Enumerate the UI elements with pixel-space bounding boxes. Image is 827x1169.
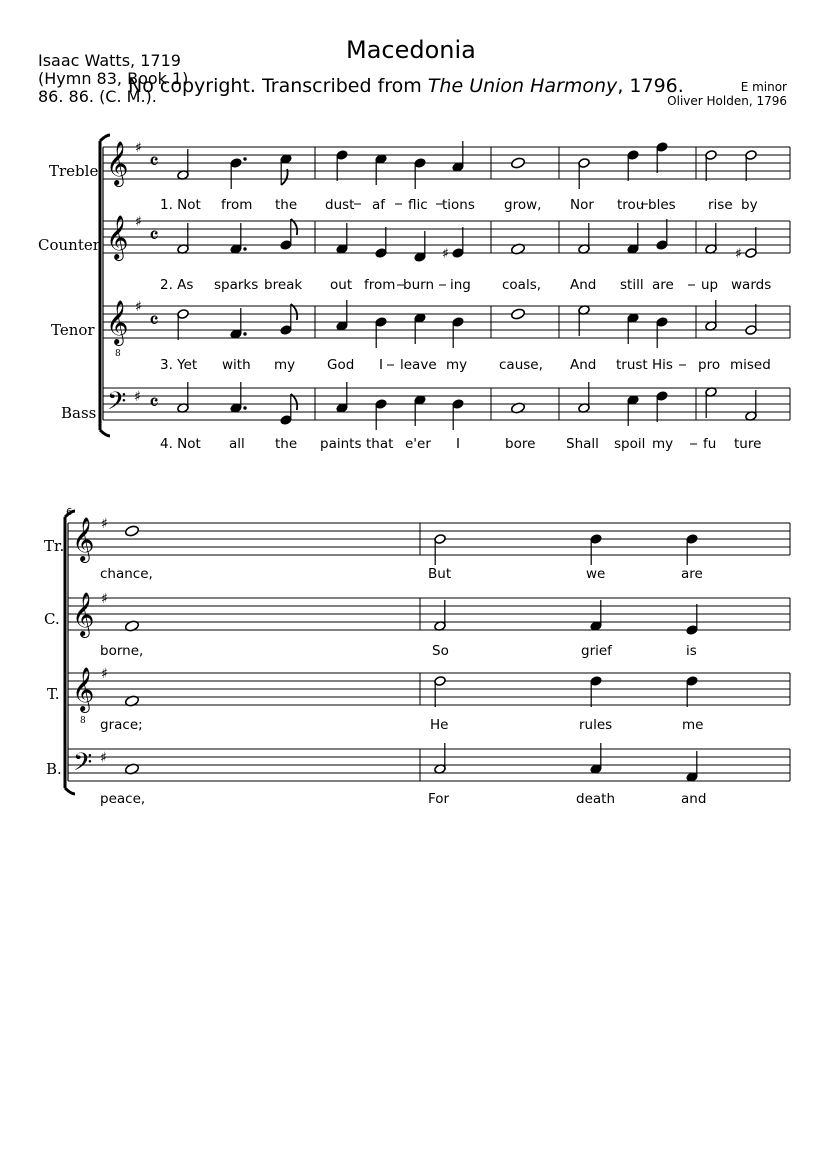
lyric-syllable: cause, — [499, 357, 543, 373]
lyric-syllable: ing — [450, 277, 471, 293]
note — [434, 676, 446, 687]
note — [705, 387, 717, 398]
note-flag — [291, 394, 297, 410]
lyric-syllable: the — [275, 197, 298, 213]
lyric-syllable: rules — [579, 717, 613, 733]
lyric-syllable: borne, — [100, 643, 144, 659]
lyric-syllable: is — [686, 643, 697, 659]
note — [745, 325, 757, 336]
note — [124, 620, 139, 632]
note — [414, 158, 426, 169]
note — [686, 625, 698, 636]
poet-line-1: Isaac Watts, 1719 — [38, 51, 181, 70]
note — [452, 399, 464, 410]
sharp-sign: ♯ — [101, 666, 108, 682]
lyric-syllable: And — [570, 357, 597, 373]
lyric-syllable: flic — [408, 197, 428, 213]
augmentation-dot — [243, 332, 246, 335]
note — [590, 621, 602, 632]
lyric-syllable: af — [372, 197, 386, 213]
bass-clef-icon: 𝄢 — [107, 387, 127, 422]
sharp-sign: ♯ — [101, 591, 108, 607]
lyric-syllable: sparks — [214, 277, 259, 293]
note — [627, 244, 639, 255]
lyric-syllable: rise — [708, 197, 733, 213]
lyric-syllable: He — [430, 717, 449, 733]
common-time-icon: 𝄴 — [149, 309, 159, 334]
note — [745, 150, 757, 161]
note — [686, 676, 698, 687]
note — [686, 534, 698, 545]
note — [656, 240, 668, 251]
sharp-sign: ♯ — [100, 750, 107, 766]
note — [745, 411, 757, 422]
note — [590, 676, 602, 687]
lyric-syllable: But — [428, 566, 452, 582]
sharp-sign: ♯ — [135, 299, 142, 315]
lyric-syllable: that — [366, 436, 394, 452]
lyric-syllable: the — [275, 436, 298, 452]
lyric-syllable: coals, — [502, 277, 542, 293]
instrument-tenor: Tenor — [51, 321, 95, 339]
instrument-tenor-short: T. — [47, 685, 60, 703]
lyric-syllable: For — [428, 791, 450, 807]
note-flag — [281, 169, 287, 185]
lyric-syllable: leave — [400, 357, 437, 373]
lyric-syllable: my — [274, 357, 296, 373]
lyric-syllable: out — [330, 277, 353, 293]
note — [336, 321, 348, 332]
augmentation-dot — [243, 247, 246, 250]
note — [280, 154, 292, 165]
note — [177, 244, 189, 255]
note — [177, 403, 189, 414]
lyric-syllable: His — [652, 357, 673, 373]
note — [177, 170, 189, 181]
sharp-sign: ♯ — [135, 214, 142, 230]
instrument-bass-short: B. — [46, 760, 62, 778]
note — [745, 248, 757, 259]
note — [230, 244, 242, 255]
lyric-syllable: all — [229, 436, 245, 452]
lyric-syllable: from — [221, 197, 253, 213]
lyric-syllable: from — [364, 277, 396, 293]
note — [705, 244, 717, 255]
note — [510, 243, 525, 255]
treble-clef-icon: 𝄞 — [72, 592, 95, 636]
lyric-syllable: paints — [320, 436, 362, 452]
lyric-syllable: fu — [703, 436, 717, 452]
lyric-syllable: me — [682, 717, 704, 733]
lyric-syllable: 1. Not — [160, 197, 201, 213]
lyric-syllable: I — [379, 357, 383, 373]
note — [124, 763, 139, 775]
lyric-syllable: bore — [505, 436, 536, 452]
note — [510, 308, 525, 320]
note — [627, 150, 639, 161]
copyright-line — [128, 75, 684, 97]
octave-marker: 8 — [115, 349, 121, 359]
note — [414, 313, 426, 324]
note — [375, 154, 387, 165]
lyric-syllable: still — [620, 277, 644, 293]
lyric-syllable: burn — [403, 277, 434, 293]
treble-clef-icon: 𝄞 — [106, 300, 129, 344]
copyright-suffix: , 1796. — [617, 75, 684, 97]
lyric-syllable: God — [327, 357, 355, 373]
instrument-treble: Treble — [49, 162, 99, 180]
common-time-icon: 𝄴 — [149, 224, 159, 249]
lyric-syllable: up — [701, 277, 719, 293]
lyric-syllable: e'er — [405, 436, 431, 452]
lyric-syllable: Shall — [566, 436, 599, 452]
note — [578, 403, 590, 414]
note — [434, 534, 446, 545]
instrument-counter: Counter — [38, 236, 100, 254]
lyric-syllable: my — [446, 357, 468, 373]
lyric-syllable: with — [222, 357, 251, 373]
sharp-sign: ♯ — [101, 516, 108, 532]
lyric-syllable: ture — [734, 436, 762, 452]
note — [434, 621, 446, 632]
note — [375, 317, 387, 328]
lyric-syllable: by — [741, 197, 758, 213]
sharp-sign: ♯ — [135, 140, 142, 156]
note — [656, 391, 668, 402]
lyric-syllable: So — [432, 643, 449, 659]
lyric-syllable: mised — [730, 357, 771, 373]
note — [124, 695, 139, 707]
instrument-counter-short: C. — [44, 610, 60, 628]
treble-clef-icon: 𝄞 — [106, 141, 129, 185]
note — [336, 403, 348, 414]
lyric-syllable: grace; — [100, 717, 143, 733]
lyric-syllable: wards — [731, 277, 772, 293]
treble-clef-icon: 𝄞 — [72, 517, 95, 561]
instrument-bass: Bass — [61, 404, 97, 422]
lyric-syllable: And — [570, 277, 597, 293]
note — [578, 244, 590, 255]
note — [510, 157, 525, 169]
treble-clef-icon: 𝄞 — [72, 667, 95, 711]
instrument-treble-short: Tr. — [44, 537, 65, 555]
lyric-syllable: pro — [698, 357, 721, 373]
note — [177, 309, 189, 320]
measure-number: 6 — [66, 507, 73, 518]
note — [590, 534, 602, 545]
sharp-sign: ♯ — [735, 246, 742, 262]
note — [280, 325, 292, 336]
note — [434, 764, 446, 775]
key-label: E minor — [740, 80, 787, 94]
lyric-syllable: tions — [442, 197, 475, 213]
lyric-syllable: my — [652, 436, 674, 452]
note — [336, 244, 348, 255]
note — [578, 158, 590, 169]
lyric-syllable: peace, — [100, 791, 146, 807]
copyright-prefix: No copyright. Transcribed from — [128, 75, 428, 97]
note — [280, 240, 292, 251]
poet-line-2: (Hymn 83, Book 1) — [38, 69, 189, 88]
note — [656, 317, 668, 328]
lyric-syllable: 4. Not — [160, 436, 201, 452]
lyric-syllable: we — [586, 566, 606, 582]
lyric-syllable: Nor — [570, 197, 594, 213]
lyric-syllable: death — [576, 791, 615, 807]
augmentation-dot — [243, 157, 246, 160]
lyric-syllable: 2. As — [160, 277, 194, 293]
note — [578, 305, 590, 316]
note — [375, 399, 387, 410]
lyric-syllable: break — [264, 277, 303, 293]
note — [686, 772, 698, 783]
lyric-syllable: are — [681, 566, 703, 582]
treble-clef-icon: 𝄞 — [106, 215, 129, 259]
note — [705, 321, 717, 332]
sharp-sign: ♯ — [134, 389, 141, 405]
sharp-sign: ♯ — [442, 246, 449, 262]
note — [452, 248, 464, 259]
system-bracket — [100, 135, 110, 436]
lyric-syllable: dust — [325, 197, 355, 213]
note — [336, 150, 348, 161]
lyric-syllable: spoil — [614, 436, 646, 452]
note — [230, 329, 242, 340]
lyric-syllable: grief — [581, 643, 612, 659]
note — [230, 158, 242, 169]
lyric-syllable: trou — [617, 197, 645, 213]
note — [627, 313, 639, 324]
note — [627, 395, 639, 406]
copyright-source: The Union Harmony — [427, 75, 618, 97]
note — [705, 150, 717, 161]
lyric-syllable: grow, — [504, 197, 542, 213]
common-time-icon: 𝄴 — [149, 150, 159, 175]
system-bracket — [65, 511, 75, 794]
note — [414, 395, 426, 406]
lyric-syllable: 3. Yet — [160, 357, 198, 373]
note — [280, 415, 292, 426]
lyric-syllable: are — [652, 277, 674, 293]
lyric-syllable: trust — [616, 357, 648, 373]
augmentation-dot — [243, 406, 246, 409]
meter: 86. 86. (C. M.). — [38, 87, 157, 106]
note-flag — [291, 304, 297, 320]
note — [230, 403, 242, 414]
lyric-syllable: I — [456, 436, 460, 452]
lyric-syllable: chance, — [100, 566, 153, 582]
note — [590, 764, 602, 775]
lyric-syllable: bles — [648, 197, 676, 213]
note — [656, 142, 668, 153]
note — [452, 162, 464, 173]
note-flag — [291, 219, 297, 235]
note — [375, 248, 387, 259]
common-time-icon: 𝄴 — [149, 391, 159, 416]
octave-marker: 8 — [80, 716, 86, 726]
page-title: Macedonia — [346, 36, 476, 64]
note — [124, 525, 139, 537]
composer: Oliver Holden, 1796 — [667, 94, 787, 108]
note — [414, 252, 426, 263]
note — [510, 402, 525, 414]
bass-clef-icon: 𝄢 — [73, 748, 93, 783]
lyric-syllable: and — [681, 791, 707, 807]
note — [452, 317, 464, 328]
